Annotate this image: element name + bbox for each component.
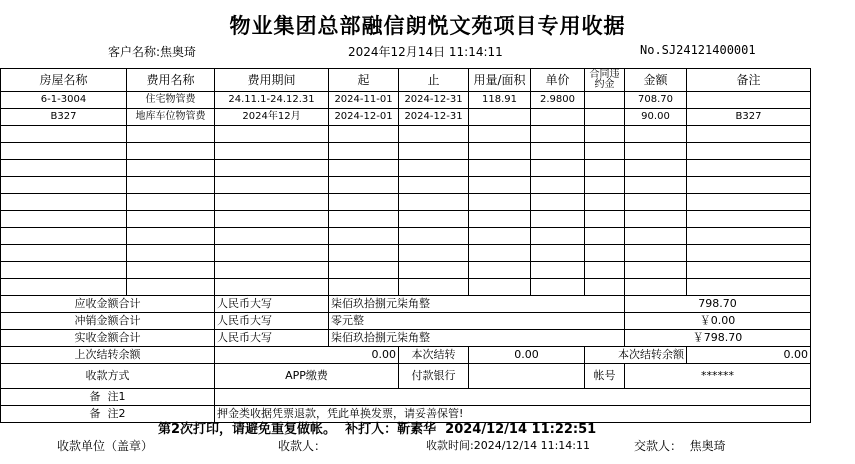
note2-label: 备 注2	[1, 406, 215, 423]
balance-row	[1, 347, 811, 364]
cell-fee: 地库车位物管费	[127, 109, 215, 126]
offset-amount: ￥0.00	[625, 313, 811, 330]
this-transfer-value: 0.00	[469, 347, 585, 364]
customer-name: 客户名称:焦奥琦	[108, 45, 197, 59]
pay-method-value: APP缴费	[215, 364, 399, 389]
table-row	[1, 109, 811, 126]
receivable-label: 应收金额合计	[1, 296, 215, 313]
actual-amount: ￥798.70	[625, 330, 811, 347]
col-penalty: 合同违约金	[585, 69, 625, 92]
col-start: 起	[329, 69, 399, 92]
payment-row	[1, 364, 811, 389]
cell-remark: B327	[687, 109, 811, 126]
cell-penalty	[585, 92, 625, 109]
table-row	[1, 92, 811, 109]
cell-period: 2024年12月	[215, 109, 329, 126]
col-remark: 备注	[687, 69, 811, 92]
table-header-row	[1, 69, 811, 92]
receiving-unit-label: 收款单位（盖章）	[57, 439, 154, 453]
rmb-upper-label: 人民币大写	[215, 330, 329, 347]
cell-remark	[687, 92, 811, 109]
empty-row	[1, 126, 811, 143]
account-value: ******	[625, 364, 811, 389]
cell-penalty	[585, 109, 625, 126]
cell-fee: 住宅物管费	[127, 92, 215, 109]
cell-qty	[469, 109, 531, 126]
collect-time: 收款时间:2024/12/14 11:14:11	[426, 439, 591, 452]
col-end: 止	[399, 69, 469, 92]
receivable-words: 柒佰玖拾捌元柒角整	[329, 296, 625, 313]
pay-method-label: 收款方式	[1, 364, 215, 389]
rmb-upper-label: 人民币大写	[215, 296, 329, 313]
col-fee: 费用名称	[127, 69, 215, 92]
empty-row	[1, 262, 811, 279]
cell-qty: 118.91	[469, 92, 531, 109]
col-price: 单价	[531, 69, 585, 92]
offset-words: 零元整	[329, 313, 625, 330]
receipt-number: No.SJ24121400001	[640, 43, 756, 57]
note2-value: 押金类收据凭票退款，凭此单换发票，请妥善保管!	[215, 406, 811, 423]
cell-room: 6-1-3004	[1, 92, 127, 109]
cell-amount: 90.00	[625, 109, 687, 126]
account-label: 帐号	[585, 364, 625, 389]
cell-end: 2024-12-31	[399, 109, 469, 126]
note1-row	[1, 389, 811, 406]
empty-row	[1, 245, 811, 262]
this-transfer-label: 本次结转	[399, 347, 469, 364]
empty-row	[1, 194, 811, 211]
empty-row	[1, 279, 811, 296]
empty-row	[1, 211, 811, 228]
offset-row	[1, 313, 811, 330]
prev-balance-value: 0.00	[215, 347, 399, 364]
empty-row	[1, 228, 811, 245]
cell-start: 2024-12-01	[329, 109, 399, 126]
print-notice: 第2次打印，请避免重复做帐。 补打人：靳素华 2024/12/14 11:22:51	[158, 422, 597, 437]
offset-label: 冲销金额合计	[1, 313, 215, 330]
empty-row	[1, 177, 811, 194]
note1-value	[215, 389, 811, 406]
col-qty: 用量/面积	[469, 69, 531, 92]
this-balance-label: 本次结转余额	[585, 347, 687, 364]
rmb-upper-label: 人民币大写	[215, 313, 329, 330]
cell-period: 24.11.1-24.12.31	[215, 92, 329, 109]
col-amount: 金额	[625, 69, 687, 92]
payer-name: 交款人： 焦奥琦	[634, 439, 726, 453]
this-balance-value: 0.00	[687, 347, 811, 364]
cell-price: 2.9800	[531, 92, 585, 109]
cell-start: 2024-11-01	[329, 92, 399, 109]
col-period: 费用期间	[215, 69, 329, 92]
bank-value	[469, 364, 585, 389]
cell-room: B327	[1, 109, 127, 126]
prev-balance-label: 上次结转余额	[1, 347, 215, 364]
receivable-row	[1, 296, 811, 313]
cell-end: 2024-12-31	[399, 92, 469, 109]
col-room: 房屋名称	[1, 69, 127, 92]
note1-label: 备 注1	[1, 389, 215, 406]
receipt-datetime: 2024年12月14日 11:14:11	[348, 45, 503, 59]
bank-label: 付款银行	[399, 364, 469, 389]
actual-row	[1, 330, 811, 347]
receipt-title: 物业集团总部融信朗悦文苑项目专用收据	[229, 13, 626, 38]
receivable-amount: 798.70	[625, 296, 811, 313]
empty-row	[1, 143, 811, 160]
cell-price	[531, 109, 585, 126]
receipt-table	[0, 68, 811, 423]
cell-amount: 708.70	[625, 92, 687, 109]
collector-label: 收款人：	[278, 439, 327, 453]
actual-words: 柒佰玖拾捌元柒角整	[329, 330, 625, 347]
actual-label: 实收金额合计	[1, 330, 215, 347]
empty-row	[1, 160, 811, 177]
